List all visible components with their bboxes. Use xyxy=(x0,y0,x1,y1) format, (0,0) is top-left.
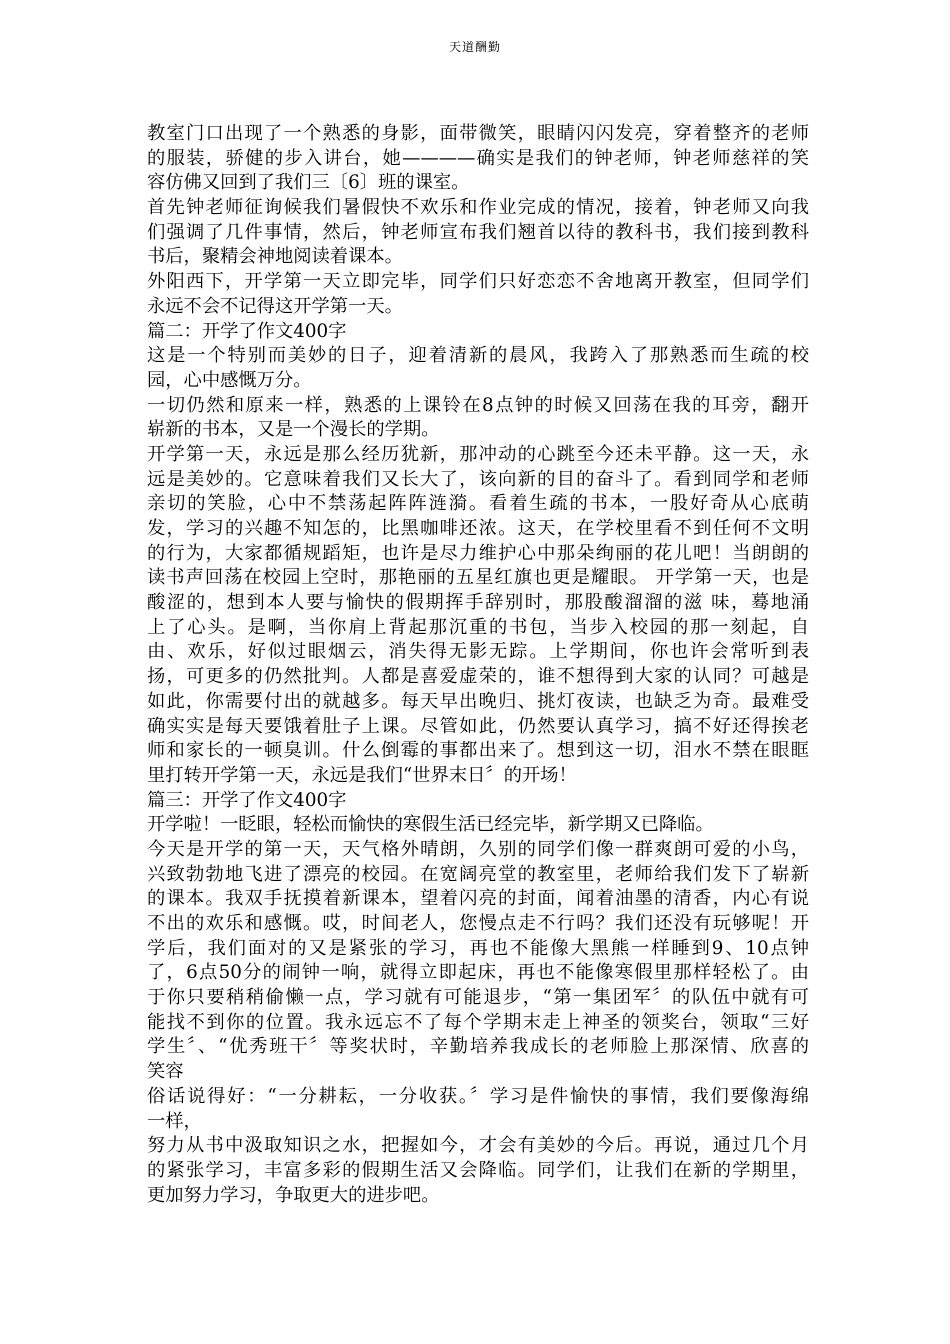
text-line: 扬，可更多的仍然批判。人都是喜爱虚荣的，谁不想得到大家的认同？可越是 xyxy=(147,666,809,688)
text-line: 的紧张学习，丰富多彩的假期生活又会降临。同学们，让我们在新的学期里， xyxy=(147,1159,809,1181)
text-line: 努力从书中汲取知识之水，把握如今，才会有美妙的今后。再说，通过几个月 xyxy=(147,1135,809,1157)
text-line: 外阳西下，开学第一天立即完毕，同学们只好恋恋不舍地离开教室，但同学们 xyxy=(147,271,809,293)
text-line: 读书声回荡在校园上空时，那艳丽的五星红旗也更是耀眼。 开学第一天，也是 xyxy=(147,567,809,589)
text-line: 远是美妙的。它意味着我们又长大了，该向新的目的奋斗了。看到同学和老师 xyxy=(147,468,809,490)
text-line: 容仿佛又回到了我们三〔6〕班的课室。 xyxy=(147,172,470,194)
text-line: 篇二：开学了作文400字 xyxy=(147,320,347,342)
text-line: 酸涩的，想到本人要与愉快的假期挥手辞别时，那股酸溜溜的滋 味，蓦地涌 xyxy=(147,592,809,614)
text-line: 上了心头。是啊，当你肩上背起那沉重的书包，当步入校园的那一刻起，自 xyxy=(147,616,809,638)
text-line: 确实实是每天要饿着肚子上课。尽管如此，仍然要认真学习，搞不好还得挨老 xyxy=(147,715,809,737)
page-header: 天道酬勤 xyxy=(448,40,501,54)
document-body xyxy=(147,122,809,1208)
text-line: 不出的欢乐和感慨。哎，时间老人，您慢点走不行吗？我们还没有玩够呢！开 xyxy=(147,913,809,934)
text-line: 教室门口出现了一个熟悉的身影，面带微笑，眼睛闪闪发亮，穿着整齐的老师 xyxy=(147,123,809,144)
text-line: 里打转开学第一天，永远是我们“世界末日〞的开场！ xyxy=(147,764,577,786)
text-line: 由、欢乐，好似过眼烟云，消失得无影无踪。上学期间，你也许会常听到表 xyxy=(147,641,809,663)
text-line: 能找不到你的位置。我永远忘不了每个学期末走上神圣的领奖台，领取“三好 xyxy=(147,1011,809,1033)
text-line: 的服装，骄健的步入讲台，她————确实是我们的钟老师，钟老师慈祥的笑 xyxy=(147,147,809,169)
text-line: 崭新的书本，又是一个漫长的学期。 xyxy=(147,419,440,441)
text-line: 如此，你需要付出的就越多。每天早出晚归、挑灯夜读，也缺乏为奇。最难受 xyxy=(147,690,809,712)
text-line: 开学第一天，永远是那么经历犹新，那冲动的心跳至今还未平静。这一天，永 xyxy=(147,443,809,465)
text-line: 的课本。我双手抚摸着新课本，望着闪亮的封面，闻着油墨的清香，内心有说 xyxy=(147,888,809,910)
text-line: 一切仍然和原来一样，熟悉的上课铃在8点钟的时候又回荡在我的耳旁，翻开 xyxy=(147,394,809,416)
text-line: 发，学习的兴趣不知怎的，比黑咖啡还浓。这天，在学校里看不到任何不文明 xyxy=(147,518,809,539)
text-line: 首先钟老师征询候我们暑假快不欢乐和作业完成的情况，接着，钟老师又向我 xyxy=(147,197,809,219)
text-line: 于你只要稍稍偷懒一点，学习就有可能退步，“第一集团军〞的队伍中就有可 xyxy=(147,987,809,1009)
text-line: 篇三：开学了作文400字 xyxy=(147,789,347,811)
text-line: 开学啦！一眨眼，轻松而愉快的寒假生活已经完毕，新学期又已降临。 xyxy=(147,814,714,836)
text-line: 笑容 xyxy=(147,1061,184,1083)
text-line: 学生〞、“优秀班干〞等奖状时，辛勤培养我成长的老师脸上那深情、欣喜的 xyxy=(147,1036,809,1058)
text-line: 永远不会不记得这开学第一天。 xyxy=(147,295,403,317)
text-line: 学后，我们面对的又是紧张的学习，再也不能像大黑熊一样睡到9、10点钟 xyxy=(147,937,809,959)
text-line: 兴致勃勃地飞进了漂亮的校园。在宽阔亮堂的教室里，老师给我们发下了崭新 xyxy=(147,863,809,885)
text-line: 俗话说得好：“一分耕耘，一分收获。〞学习是件愉快的事情，我们要像海绵 xyxy=(147,1085,809,1107)
text-line: 这是一个特别而美妙的日子，迎着清新的晨风，我跨入了那熟悉而生疏的校 xyxy=(147,345,809,367)
text-line: 的行为，大家都循规蹈矩，也许是尽力维护心中那朵绚丽的花儿吧！当朗朗的 xyxy=(147,542,809,564)
text-line: 一样， xyxy=(147,1110,202,1132)
text-line: 书后，聚精会神地阅读着课本。 xyxy=(147,246,403,268)
text-line: 更加努力学习，争取更大的进步吧。 xyxy=(147,1184,440,1206)
text-line: 师和家长的一顿臭训。什么倒霉的事都出来了。想到这一切，泪水不禁在眼眶 xyxy=(147,740,809,762)
text-line: 了，6点50分的闹钟一响，就得立即起床，再也不能像寒假里那样轻松了。由 xyxy=(147,962,809,984)
text-line: 们强调了几件事情，然后，钟老师宣布我们翘首以待的教科书，我们接到教科 xyxy=(147,221,809,243)
text-line: 园，心中感慨万分。 xyxy=(147,369,312,391)
text-line: 今天是开学的第一天，天气格外晴朗，久别的同学们像一群爽朗可爱的小鸟， xyxy=(147,838,809,860)
text-line: 亲切的笑脸，心中不禁荡起阵阵涟漪。看着生疏的书本，一股好奇从心底萌 xyxy=(147,493,809,515)
